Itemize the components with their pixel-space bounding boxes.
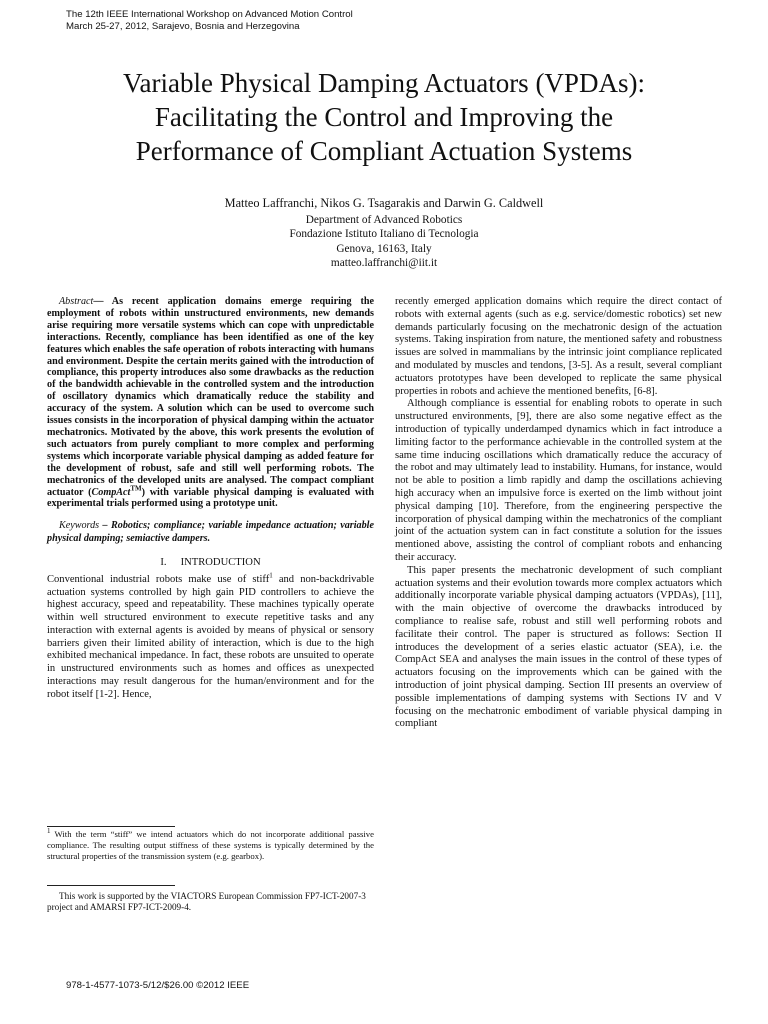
author-names: Matteo Laffranchi, Nikos G. Tsagarakis and Darwin G. Caldwell — [224, 196, 544, 210]
paper-title — [40, 66, 728, 168]
title-line-1: Variable Physical Damping Actuators (VPDAs): — [123, 68, 645, 98]
title-line-2: Facilitating the Control and Improving the — [154, 102, 614, 132]
conference-header — [66, 9, 353, 33]
footnote — [47, 829, 374, 862]
keywords — [47, 520, 374, 545]
support-divider — [47, 885, 175, 886]
isbn-footer: 978-1-4577-1073-5/12/$26.00 ©2012 IEEE — [66, 980, 250, 991]
section-first-letter: I — [180, 556, 185, 568]
author-institution: Fondazione Istituto Italiano di Tecnologia — [289, 228, 479, 240]
abstract-label: Abstract — [59, 296, 94, 307]
trademark-mark: TM — [130, 484, 142, 493]
compact-name: CompAct — [91, 486, 131, 498]
abstract-text-b: ) with variable physical damping is evaluated with experimental trials performed using a prototype unit. — [47, 486, 374, 510]
footnote-mark: 1 — [47, 827, 51, 836]
author-block — [40, 196, 728, 271]
abstract — [47, 296, 374, 510]
footnote-text: With the term “stiff” we intend actuators which do not incorporate additional passive compliance. The resulting output stiffness of these systems is typically determined by the structural properties of the transmission system (e.g. gearbox). — [47, 829, 374, 861]
intro-text-a: Conventional industrial robots make use of stiff — [47, 573, 270, 585]
section-number: I. — [160, 556, 167, 568]
right-paragraph-3: This paper presents the mechatronic development of such compliant actuation systems and their evolution towards more complex actuators which additionally incorporate variable physical damping actuators (VPDAs), [11], with the main objective of overcome the drawbacks introduced by compliance to realise safe, robust and still well performing robots and facilitate their control. The paper is structured as follows: Section II introduces the development of a series elastic actuator (SEA), i.e. the CompAct SEA and analyses the main issues in the control of these types of actuators focusing on the improvements which can be gained with the introduction of joint physical damping. Section III presents an overview of possible implementations of damping systems with Sections IV and V focusing on the mechatronic embodiment of variable physical damping in compliant — [395, 564, 722, 730]
funding-note: This work is supported by the VIACTORS European Commission FP7-ICT-2007-3 project and AMARSI FP7-ICT-2009-4. — [47, 891, 366, 912]
conference-date: March 25-27, 2012, Sarajevo, Bosnia and Herzegovina — [66, 21, 300, 32]
keywords-text: – Robotics; compliance; variable impedance actuation; variable physical damping; semiactive dampers. — [47, 520, 374, 544]
footnote-divider — [47, 826, 175, 827]
section-title: NTRODUCTION — [184, 556, 261, 568]
right-column — [395, 296, 722, 731]
conference-name: The 12th IEEE International Workshop on Advanced Motion Control — [66, 9, 353, 20]
footnote-ref: 1 — [269, 571, 273, 580]
intro-text-b: and non-backdrivable actuation systems controlled by high gain PID controllers to achieve the highest accuracy, speed and repeatability. These machines typically operate within well structured environment to execute repetitive tasks and any interaction with external agents is avoided by means of physical or sensory barriers given their limited ability of interaction, which is due to the high exhibited mechanical impedance. In fact, these robots are unsuited to operate in unstructured environments such as homes and offices as unexpected interactions may result dangerous for the human/environment and for the robot itself [1-2]. Hence, — [47, 573, 374, 700]
right-paragraph-1: recently emerged application domains which require the direct contact of robots with external agents (such as e.g. service/domestic robotics) set new demands particularly focusing on the mechatronic design of the actuation systems. Taking inspiration from nature, the mentioned safety and robustness issues are solved in mammalians by the intrinsic joint compliance replicated and modulated by muscles and tendons, [3-5]. As a result, several compliant actuators prototypes have been developed to replicate the same physical properties in robots and achieve the mentioned benefits, [6-8]. — [395, 296, 722, 397]
left-column — [47, 296, 374, 702]
abstract-text-a: — As recent application domains emerge requiring the employment of robots within unstructured environments, new demands arise requiring more versatile systems which can cope with unpredictable interactions. Recently, compliance has been identified as one of the key features which enables the safe operation of robots interacting with humans and environment. Despite the certain merits gained with the introduction of compliance, this property introduces also some drawbacks as the reduction of the bandwidth achievable in the controlled system and the introduction of oscillatory dynamics which dramatically reduce the stability and accuracy of the system. A solution which can be used to overcome such issues consists in the incorporation of physical damping within the actuator mechatronics. Motivated by the above, this work presents the evolution of such actuators from purely compliant to more complex and performing systems which incorporate variable physical damping as added feature for the development of robust, safe and still well performing robots. The mechatronics of the developed units are analysed. The compact compliant actuator ( — [47, 296, 374, 498]
right-paragraph-2: Although compliance is essential for enabling robots to operate in such unstructured environments, [9], there are also some negative effect as the introduction of typically underdamped dynamics which in fact introduce a limiting factor to the performance achievable in the controlled system at the same time inducing oscillations which dramatically reduce the accuracy of the robot and may ultimately lead to instability. Humans, for instance, would not be able to position a limb rapidly and damp the oscillations achieving high accuracy when an impulsive force is exerted on the limb without joint physical damping [10]. Therefore, from the engineering perspective the incorporation of physical damping within the mechatronics of the compliant joint of the actuation system can in fact constitute a solution for the issues mentioned above, assisting the control of compliant robots and enhancing their accuracy. — [395, 398, 722, 563]
author-city: Genova, 16163, Italy — [336, 242, 432, 255]
intro-paragraph-1 — [47, 571, 374, 702]
section-heading-introduction — [47, 557, 374, 570]
author-email: matteo.laffranchi@iit.it — [330, 257, 438, 269]
keywords-label: Keywords — [59, 520, 100, 532]
title-line-3: Performance of Compliant Actuation Systems — [135, 136, 633, 166]
author-department: Department of Advanced Robotics — [305, 213, 463, 226]
